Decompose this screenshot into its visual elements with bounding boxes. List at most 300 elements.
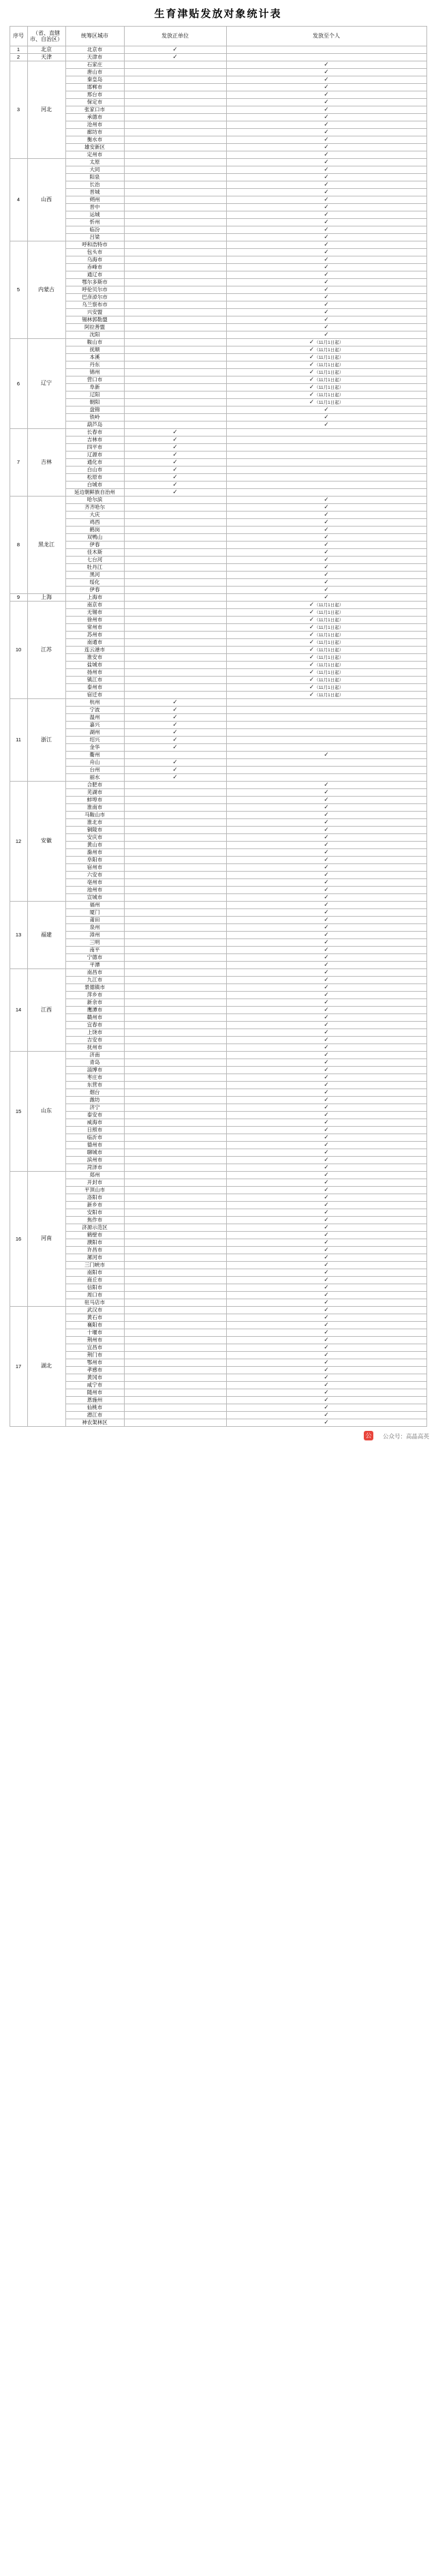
- to-individual-cell: [226, 647, 426, 654]
- city-cell: 漯河市: [65, 1254, 124, 1262]
- table-row: [10, 316, 426, 324]
- to-individual-cell: [226, 594, 426, 602]
- province-cell: 江西: [27, 969, 65, 1052]
- to-employer-cell: [124, 624, 226, 632]
- check-icon: ✓: [324, 293, 329, 301]
- check-icon: ✓: [324, 496, 329, 503]
- city-cell: 松原市: [65, 474, 124, 482]
- table-row: [10, 1014, 426, 1022]
- city-cell: 徐州市: [65, 617, 124, 624]
- to-employer-cell: [124, 1382, 226, 1389]
- city-cell: 佳木斯: [65, 549, 124, 557]
- to-employer-cell: [124, 639, 226, 647]
- to-employer-cell: [124, 504, 226, 512]
- to-individual-cell: [226, 159, 426, 166]
- city-cell: 景德镇市: [65, 984, 124, 992]
- table-row: [10, 647, 426, 654]
- to-individual-cell: [226, 572, 426, 579]
- table-row: [10, 1209, 426, 1217]
- city-cell: 锦州: [65, 369, 124, 376]
- to-individual-cell: [226, 639, 426, 647]
- check-icon: ✓: [324, 1006, 329, 1013]
- to-employer-cell: [124, 279, 226, 286]
- city-cell: 绥化: [65, 579, 124, 587]
- city-cell: 嘉兴: [65, 722, 124, 729]
- table-row: [10, 1007, 426, 1014]
- table-row: [10, 962, 426, 969]
- table-row: [10, 249, 426, 256]
- to-individual-cell: [226, 722, 426, 729]
- city-cell: 盐城市: [65, 662, 124, 669]
- to-individual-cell: [226, 189, 426, 196]
- city-cell: 齐齐哈尔: [65, 504, 124, 512]
- to-individual-cell: [226, 106, 426, 114]
- check-icon: ✓: [324, 1381, 329, 1389]
- to-individual-cell: [226, 669, 426, 677]
- check-icon: ✓: [309, 608, 315, 616]
- city-cell: 淮安市: [65, 654, 124, 662]
- check-icon: ✓: [324, 151, 329, 158]
- wechat-badge-icon: 公: [364, 1431, 373, 1440]
- city-cell: 黄冈市: [65, 1374, 124, 1382]
- city-cell: 舟山: [65, 759, 124, 767]
- table-row: [10, 136, 426, 144]
- col-header-no: 序号: [10, 27, 27, 46]
- city-cell: 焦作市: [65, 1217, 124, 1224]
- province-cell: 山东: [27, 1052, 65, 1172]
- to-individual-cell: [226, 849, 426, 857]
- city-cell: 菏泽市: [65, 1164, 124, 1172]
- city-cell: 绍兴: [65, 737, 124, 744]
- row-index: 5: [10, 241, 27, 339]
- to-individual-cell: [226, 1307, 426, 1314]
- cell-note: （11月1日起）: [314, 385, 344, 391]
- to-employer-cell: [124, 692, 226, 699]
- check-icon: ✓: [324, 788, 329, 796]
- province-cell: 北京: [27, 46, 65, 54]
- check-icon: ✓: [309, 346, 315, 353]
- to-employer-cell: [124, 264, 226, 271]
- to-individual-cell: [226, 1217, 426, 1224]
- city-cell: 忻州: [65, 219, 124, 226]
- table-row: [10, 782, 426, 789]
- to-individual-cell: [226, 1299, 426, 1307]
- to-employer-cell: [124, 1217, 226, 1224]
- to-employer-cell: [124, 399, 226, 406]
- to-individual-cell: [226, 271, 426, 279]
- table-row: [10, 737, 426, 744]
- table-row: [10, 181, 426, 189]
- city-cell: 晋城: [65, 189, 124, 196]
- table-row: [10, 947, 426, 954]
- to-employer-cell: [124, 602, 226, 609]
- check-icon: ✓: [324, 511, 329, 518]
- to-employer-cell: [124, 249, 226, 256]
- cell-note: （11月1日起）: [314, 400, 344, 406]
- table-row: [10, 1164, 426, 1172]
- to-employer-cell: [124, 1082, 226, 1089]
- cell-note: （11月1日起）: [314, 610, 344, 616]
- to-employer-cell: [124, 1239, 226, 1247]
- to-employer-cell: [124, 819, 226, 827]
- to-employer-cell: [124, 1247, 226, 1254]
- check-icon: ✓: [324, 1314, 329, 1321]
- to-employer-cell: [124, 61, 226, 69]
- check-icon: ✓: [324, 1389, 329, 1396]
- check-icon: ✓: [324, 751, 329, 758]
- to-employer-cell: [124, 1322, 226, 1329]
- to-employer-cell: [124, 1194, 226, 1202]
- check-icon: ✓: [324, 976, 329, 983]
- check-icon: ✓: [309, 668, 315, 676]
- to-individual-cell: [226, 1119, 426, 1127]
- check-icon: ✓: [324, 256, 329, 263]
- check-icon: ✓: [172, 713, 178, 721]
- check-icon: ✓: [324, 586, 329, 593]
- table-row: [10, 84, 426, 91]
- to-employer-cell: [124, 1374, 226, 1382]
- check-icon: ✓: [324, 61, 329, 68]
- to-individual-cell: [226, 819, 426, 827]
- to-individual-cell: [226, 1202, 426, 1209]
- city-cell: 鹤岗: [65, 527, 124, 534]
- check-icon: ✓: [324, 856, 329, 863]
- check-icon: ✓: [324, 1404, 329, 1411]
- city-cell: 滨州市: [65, 1157, 124, 1164]
- table-row: [10, 1269, 426, 1277]
- to-employer-cell: [124, 984, 226, 992]
- table-row: [10, 204, 426, 211]
- check-icon: ✓: [324, 91, 329, 98]
- to-individual-cell: [226, 954, 426, 962]
- check-icon: ✓: [324, 863, 329, 871]
- row-index: 2: [10, 54, 27, 61]
- city-cell: 吉安市: [65, 1037, 124, 1044]
- to-individual-cell: [226, 887, 426, 894]
- province-cell: 福建: [27, 902, 65, 969]
- check-icon: ✓: [309, 361, 315, 368]
- to-employer-cell: [124, 99, 226, 106]
- check-icon: ✓: [324, 998, 329, 1006]
- table-row: [10, 857, 426, 864]
- to-employer-cell: [124, 1187, 226, 1194]
- check-icon: ✓: [324, 1141, 329, 1149]
- city-cell: 鞍山市: [65, 339, 124, 346]
- to-individual-cell: [226, 857, 426, 864]
- table-row: [10, 849, 426, 857]
- city-cell: 潍坊: [65, 1097, 124, 1104]
- to-individual-cell: [226, 692, 426, 699]
- to-individual-cell: [226, 1367, 426, 1374]
- to-employer-cell: [124, 579, 226, 587]
- table-row: [10, 189, 426, 196]
- to-employer-cell: [124, 309, 226, 316]
- check-icon: ✓: [324, 121, 329, 128]
- check-icon: ✓: [309, 391, 315, 398]
- check-icon: ✓: [324, 173, 329, 181]
- to-individual-cell: [226, 1359, 426, 1367]
- to-individual-cell: [226, 61, 426, 69]
- check-icon: ✓: [324, 953, 329, 961]
- to-individual-cell: [226, 99, 426, 106]
- city-cell: 太原: [65, 159, 124, 166]
- to-individual-cell: [226, 211, 426, 219]
- check-icon: ✓: [324, 301, 329, 308]
- to-employer-cell: [124, 827, 226, 834]
- to-employer-cell: [124, 1344, 226, 1352]
- check-icon: ✓: [324, 158, 329, 166]
- check-icon: ✓: [309, 638, 315, 646]
- table-row: [10, 489, 426, 497]
- check-icon: ✓: [324, 908, 329, 916]
- to-individual-cell: [226, 1224, 426, 1232]
- table-row: [10, 106, 426, 114]
- city-cell: 郑州: [65, 1172, 124, 1179]
- table-row: [10, 1149, 426, 1157]
- to-individual-cell: [226, 1089, 426, 1097]
- table-row: [10, 932, 426, 939]
- city-cell: 宜春市: [65, 1022, 124, 1029]
- city-cell: 吕梁: [65, 234, 124, 241]
- check-icon: ✓: [324, 1194, 329, 1201]
- to-employer-cell: [124, 294, 226, 301]
- city-cell: 铜陵市: [65, 827, 124, 834]
- city-cell: 呼伦贝尔市: [65, 286, 124, 294]
- table-row: [10, 467, 426, 474]
- table-row: [10, 459, 426, 467]
- table-row: [10, 444, 426, 451]
- check-icon: ✓: [309, 353, 315, 361]
- table-row: [10, 286, 426, 294]
- check-icon: ✓: [309, 691, 315, 698]
- city-cell: 新乡市: [65, 1202, 124, 1209]
- to-individual-cell: [226, 286, 426, 294]
- to-individual-cell: [226, 879, 426, 887]
- city-cell: 日照市: [65, 1127, 124, 1134]
- city-cell: 沈阳: [65, 331, 124, 339]
- to-individual-cell: [226, 369, 426, 376]
- city-cell: 烟台: [65, 1089, 124, 1097]
- city-cell: 济宁: [65, 1104, 124, 1112]
- table-row: [10, 594, 426, 602]
- table-row: [10, 264, 426, 271]
- table-row: [10, 61, 426, 69]
- table-row: [10, 759, 426, 767]
- city-cell: 镇江市: [65, 677, 124, 684]
- check-icon: ✓: [324, 106, 329, 113]
- to-individual-cell: [226, 1022, 426, 1029]
- table-row: [10, 639, 426, 647]
- province-cell: 上海: [27, 594, 65, 602]
- city-cell: 湖州: [65, 729, 124, 737]
- to-employer-cell: [124, 1059, 226, 1067]
- to-employer-cell: [124, 662, 226, 669]
- city-cell: 大同: [65, 166, 124, 174]
- table-row: [10, 54, 426, 61]
- city-cell: 盘锦: [65, 406, 124, 414]
- city-cell: 锡林郭勒盟: [65, 316, 124, 324]
- to-employer-cell: [124, 737, 226, 744]
- city-cell: 周口市: [65, 1292, 124, 1299]
- check-icon: ✓: [324, 1366, 329, 1374]
- to-employer-cell: [124, 1052, 226, 1059]
- to-employer-cell: [124, 1359, 226, 1367]
- cell-note: （11月1日起）: [314, 378, 344, 383]
- city-cell: 枣庄市: [65, 1074, 124, 1082]
- check-icon: ✓: [324, 1306, 329, 1314]
- city-cell: 上饶市: [65, 1029, 124, 1037]
- check-icon: ✓: [324, 1254, 329, 1261]
- check-icon: ✓: [172, 428, 178, 436]
- table-row: [10, 219, 426, 226]
- check-icon: ✓: [324, 316, 329, 323]
- check-icon: ✓: [324, 1239, 329, 1246]
- to-employer-cell: [124, 992, 226, 999]
- row-index: 11: [10, 699, 27, 782]
- to-employer-cell: [124, 376, 226, 384]
- city-cell: 葫芦岛: [65, 421, 124, 429]
- check-icon: ✓: [309, 616, 315, 623]
- check-icon: ✓: [324, 323, 329, 331]
- city-cell: 通辽市: [65, 271, 124, 279]
- to-individual-cell: [226, 46, 426, 54]
- to-individual-cell: [226, 1374, 426, 1382]
- to-employer-cell: [124, 902, 226, 909]
- row-index: 14: [10, 969, 27, 1052]
- city-cell: 温州: [65, 714, 124, 722]
- city-cell: 淮北市: [65, 819, 124, 827]
- table-row: [10, 714, 426, 722]
- table-row: [10, 76, 426, 84]
- province-cell: 江苏: [27, 602, 65, 699]
- table-body: [10, 46, 426, 1427]
- city-cell: 黄石市: [65, 1314, 124, 1322]
- check-icon: ✓: [172, 481, 178, 488]
- to-individual-cell: [226, 564, 426, 572]
- to-individual-cell: [226, 1404, 426, 1412]
- to-employer-cell: [124, 166, 226, 174]
- check-icon: ✓: [324, 886, 329, 893]
- table-row: [10, 166, 426, 174]
- table-row: [10, 399, 426, 406]
- city-cell: 亳州市: [65, 879, 124, 887]
- table-row: [10, 684, 426, 692]
- to-individual-cell: [226, 1134, 426, 1142]
- to-employer-cell: [124, 557, 226, 564]
- check-icon: ✓: [324, 1043, 329, 1051]
- to-employer-cell: [124, 534, 226, 542]
- check-icon: ✓: [172, 436, 178, 443]
- city-cell: 吉林市: [65, 436, 124, 444]
- table-row: [10, 1037, 426, 1044]
- check-icon: ✓: [324, 1096, 329, 1104]
- city-cell: 邯郸市: [65, 84, 124, 91]
- city-cell: 常州市: [65, 624, 124, 632]
- city-cell: 台州: [65, 767, 124, 774]
- page-title: 生育津贴发放对象统计表: [154, 9, 282, 20]
- table-row: [10, 144, 426, 151]
- province-cell: 黑龙江: [27, 497, 65, 594]
- city-cell: 衢州: [65, 752, 124, 759]
- check-icon: ✓: [172, 773, 178, 781]
- to-individual-cell: [226, 399, 426, 406]
- to-employer-cell: [124, 1314, 226, 1322]
- province-cell: 吉林: [27, 429, 65, 497]
- check-icon: ✓: [324, 893, 329, 901]
- to-employer-cell: [124, 1389, 226, 1397]
- to-individual-cell: [226, 219, 426, 226]
- table-row: [10, 789, 426, 797]
- to-employer-cell: [124, 707, 226, 714]
- to-employer-cell: [124, 887, 226, 894]
- to-individual-cell: [226, 512, 426, 519]
- table-row: [10, 1412, 426, 1419]
- check-icon: ✓: [324, 1411, 329, 1419]
- to-individual-cell: [226, 497, 426, 504]
- to-employer-cell: [124, 647, 226, 654]
- to-employer-cell: [124, 1044, 226, 1052]
- city-cell: 金华: [65, 744, 124, 752]
- to-individual-cell: [226, 1344, 426, 1352]
- to-individual-cell: [226, 69, 426, 76]
- cell-note: （11月1日起）: [314, 355, 344, 361]
- check-icon: ✓: [172, 46, 178, 53]
- check-icon: ✓: [309, 383, 315, 391]
- table-row: [10, 309, 426, 316]
- to-individual-cell: [226, 482, 426, 489]
- to-individual-cell: [226, 519, 426, 527]
- city-cell: 武汉市: [65, 1307, 124, 1314]
- city-cell: 开封市: [65, 1179, 124, 1187]
- check-icon: ✓: [324, 331, 329, 338]
- province-cell: 河北: [27, 61, 65, 159]
- check-icon: ✓: [324, 1299, 329, 1306]
- table-row: [10, 752, 426, 759]
- table-row: [10, 1292, 426, 1299]
- maternity-allowance-table: [10, 26, 427, 1427]
- table-row: [10, 159, 426, 166]
- table-header-row: [10, 27, 426, 46]
- province-cell: 天津: [27, 54, 65, 61]
- to-individual-cell: [226, 579, 426, 587]
- col-header-city: 统筹区城市: [65, 27, 124, 46]
- table-row: [10, 196, 426, 204]
- check-icon: ✓: [309, 676, 315, 683]
- city-cell: 辽阳: [65, 391, 124, 399]
- check-icon: ✓: [324, 826, 329, 833]
- to-individual-cell: [226, 129, 426, 136]
- table-row: [10, 1419, 426, 1427]
- to-employer-cell: [124, 1112, 226, 1119]
- check-icon: ✓: [324, 923, 329, 931]
- to-individual-cell: [226, 91, 426, 99]
- city-cell: 厦门: [65, 909, 124, 917]
- city-cell: 双鸭山: [65, 534, 124, 542]
- to-employer-cell: [124, 699, 226, 707]
- table-row: [10, 699, 426, 707]
- province-cell: 内蒙古: [27, 241, 65, 339]
- city-cell: 张家口市: [65, 106, 124, 114]
- city-cell: 营口市: [65, 376, 124, 384]
- cell-note: （11月1日起）: [314, 603, 344, 608]
- check-icon: ✓: [324, 1276, 329, 1284]
- check-icon: ✓: [324, 1374, 329, 1381]
- to-employer-cell: [124, 151, 226, 159]
- to-individual-cell: [226, 587, 426, 594]
- check-icon: ✓: [324, 1396, 329, 1404]
- to-employer-cell: [124, 46, 226, 54]
- to-individual-cell: [226, 617, 426, 624]
